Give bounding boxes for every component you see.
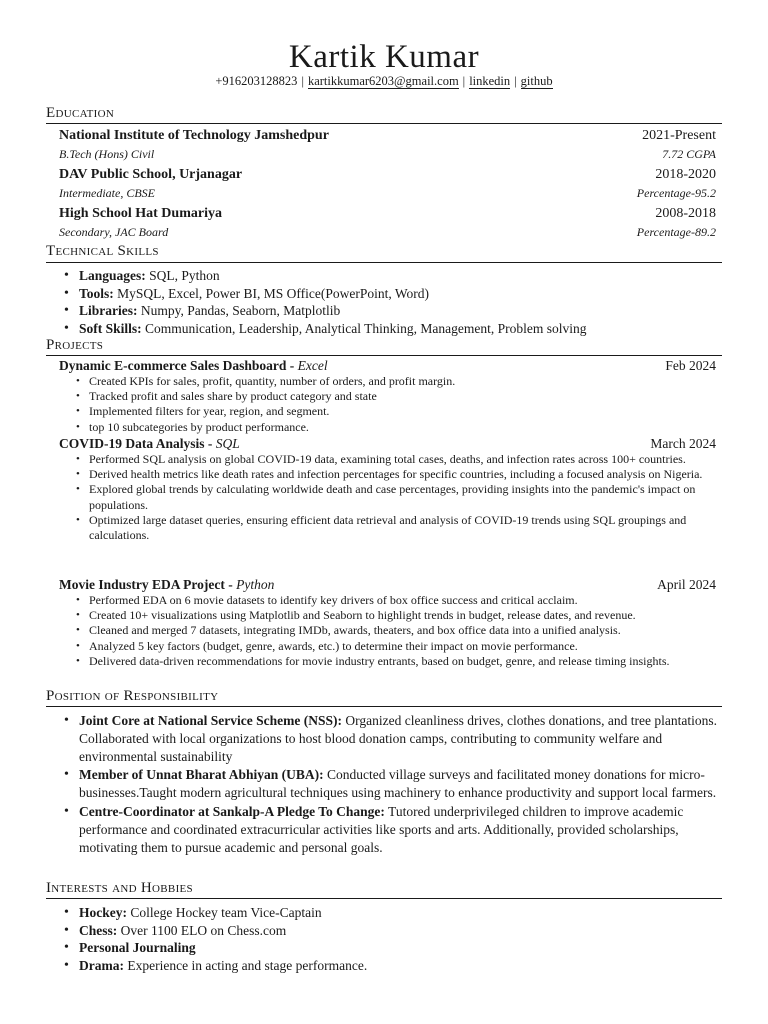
skill-value: Communication, Leadership, Analytical Thinking, Management, Problem solving — [145, 320, 587, 336]
list-item — [64, 712, 724, 765]
role-title: Centre-Coordinator at Sankalp-A Pledge To Change: — [79, 803, 385, 819]
school-name: High School Hat Dumariya — [59, 206, 222, 221]
phone-number: +916203128823 — [215, 74, 298, 88]
list-item — [64, 267, 724, 285]
interest-value: College Hockey team Vice-Captain — [130, 905, 322, 920]
section-title-projects: Projects — [46, 337, 104, 353]
role-title: Member of Unnat Bharat Abhiyan (UBA): — [79, 767, 324, 783]
list-item: • Cleaned and merged 7 datasets, integrating IMDb, awards, theaters, and box office data into a unified analysis. — [76, 623, 724, 638]
skill-label: Libraries: — [79, 303, 138, 319]
list-item: • Created KPIs for sales, profit, quantity, number of orders, and profit margin. — [76, 374, 724, 389]
list-item: • Implemented filters for year, region, and segment. — [76, 404, 724, 419]
project-tech: Python — [236, 577, 275, 592]
project-name: COVID-19 Data Analysis - — [59, 436, 213, 451]
score: Percentage-95.2 — [636, 186, 716, 200]
project-name: Dynamic E-commerce Sales Dashboard - — [59, 358, 295, 373]
degree: Intermediate, CBSE — [59, 186, 155, 200]
contact-line — [0, 73, 768, 89]
section-rule — [46, 355, 722, 356]
github-link[interactable]: github — [520, 74, 553, 88]
role-description: Organized cleanliness drives, clothes donations, and tree plantations. Collaborated with local organizations to host blood donation camps, contributing to community welfare and environmental sustainability — [79, 713, 717, 764]
education-dates: 2021-Present — [642, 128, 716, 143]
list-item — [64, 922, 724, 940]
education-entry-degree — [59, 147, 716, 162]
list-item: • top 10 subcategories by product performance. — [76, 420, 724, 435]
degree: Secondary, JAC Board — [59, 225, 169, 239]
skill-label: Languages: — [79, 268, 146, 283]
interest-label: Hockey: — [79, 905, 127, 920]
project-date: March 2024 — [650, 436, 716, 451]
interest-value: Experience in acting and stage performance. — [127, 957, 368, 973]
skill-value: MySQL, Excel, Power BI, MS Office(PowerPoint, Word) — [117, 285, 430, 301]
project-tech: Excel — [297, 358, 328, 373]
separator: | — [514, 74, 517, 88]
list-item: • Delivered data-driven recommendations for movie industry entrants, based on budget, genre, and release timing insights. — [76, 654, 724, 669]
interest-label: Chess: — [79, 922, 118, 938]
list-item — [64, 957, 724, 975]
linkedin-link[interactable]: linkedin — [469, 74, 511, 88]
list-item: • Analyzed 5 key factors (budget, genre, awards, etc.) to determine their impact on movie performance. — [76, 639, 724, 654]
score: Percentage-89.2 — [636, 225, 716, 239]
list-item: • Performed SQL analysis on global COVID-19 data, examining total cases, deaths, and infection rates across 100+ countries. — [76, 452, 724, 467]
role-description: Conducted village surveys and facilitated money donations for micro-businesses.Taught modern agricultural techniques using machinery to enhance productivity and support local farmers. — [79, 767, 717, 801]
project-bullets — [76, 593, 724, 669]
project-bullets — [76, 374, 724, 435]
project-header — [59, 576, 716, 594]
section-rule — [46, 706, 722, 707]
list-item — [64, 904, 724, 922]
education-entry-degree — [59, 186, 716, 201]
interest-label: Personal Journaling — [79, 940, 196, 956]
school-name: National Institute of Technology Jamshedpur — [59, 128, 329, 143]
project-header — [59, 435, 716, 453]
education-entry-school — [59, 205, 716, 223]
list-item: • Derived health metrics like death rates and infection percentages for specific countries, including a focused analysis on Nigeria. — [76, 467, 724, 482]
score: 7.72 CGPA — [662, 147, 716, 161]
project-header — [59, 357, 716, 375]
section-title-responsibility: Position of Responsibility — [46, 688, 219, 704]
responsibility-list — [64, 712, 724, 857]
list-item: • Tracked profit and sales share by product category and state — [76, 389, 724, 404]
project-tech: SQL — [215, 436, 240, 451]
list-item — [64, 320, 724, 338]
role-description: Tutored underprivileged children to improve academic performance and coordinated extracurricular activities like sports and arts. Additionally, provided scholarships, motivating them to pursue academic and personal goals. — [79, 803, 684, 855]
list-item — [64, 766, 724, 802]
interest-value: Over 1100 ELO on Chess.com — [120, 922, 287, 938]
skill-value: Numpy, Pandas, Seaborn, Matplotlib — [140, 303, 341, 319]
section-rule — [46, 123, 722, 124]
list-item: • Performed EDA on 6 movie datasets to identify key drivers of box office success and critical acclaim. — [76, 593, 724, 608]
education-dates: 2008-2018 — [655, 206, 716, 221]
skill-value: SQL, Python — [149, 268, 220, 283]
email-link[interactable]: kartikkumar6203@gmail.com — [307, 74, 459, 88]
education-entry-school — [59, 166, 716, 184]
section-rule — [46, 898, 722, 899]
project-bullets — [76, 452, 724, 543]
list-item — [64, 302, 724, 320]
section-title-education: Education — [46, 105, 115, 121]
list-item: • Optimized large dataset queries, ensuring efficient data retrieval and analysis of COVID-19 trends using SQL groupings and calculations. — [76, 513, 724, 543]
skills-list — [64, 267, 724, 337]
separator: | — [462, 74, 466, 88]
skill-label: Tools: — [79, 285, 114, 301]
interest-label: Drama: — [79, 957, 124, 973]
school-name: DAV Public School, Urjanagar — [59, 167, 243, 182]
skill-label: Soft Skills: — [79, 320, 142, 336]
separator: | — [301, 74, 304, 88]
list-item: • Created 10+ visualizations using Matplotlib and Seaborn to highlight trends in budget, release dates, and revenue. — [76, 608, 724, 623]
education-entry-school — [59, 127, 716, 145]
project-date: April 2024 — [657, 577, 716, 592]
section-title-interests: Interests and Hobbies — [46, 880, 193, 896]
section-title-skills: Technical Skills — [46, 243, 159, 259]
degree: B.Tech (Hons) Civil — [59, 147, 155, 161]
education-entry-degree — [59, 225, 716, 240]
project-date: Feb 2024 — [665, 358, 716, 373]
list-item — [64, 939, 724, 957]
resume-name: Kartik Kumar — [288, 39, 480, 75]
education-dates: 2018-2020 — [655, 167, 716, 182]
interests-list — [64, 904, 724, 974]
role-title: Joint Core at National Service Scheme (NSS): — [79, 713, 342, 728]
project-name: Movie Industry EDA Project - — [59, 577, 233, 592]
section-rule — [46, 262, 722, 263]
list-item: • Explored global trends by calculating worldwide death and case percentages, providing insights into the pandemic's impact on populations. — [76, 482, 724, 512]
list-item — [64, 803, 724, 856]
list-item — [64, 285, 724, 303]
